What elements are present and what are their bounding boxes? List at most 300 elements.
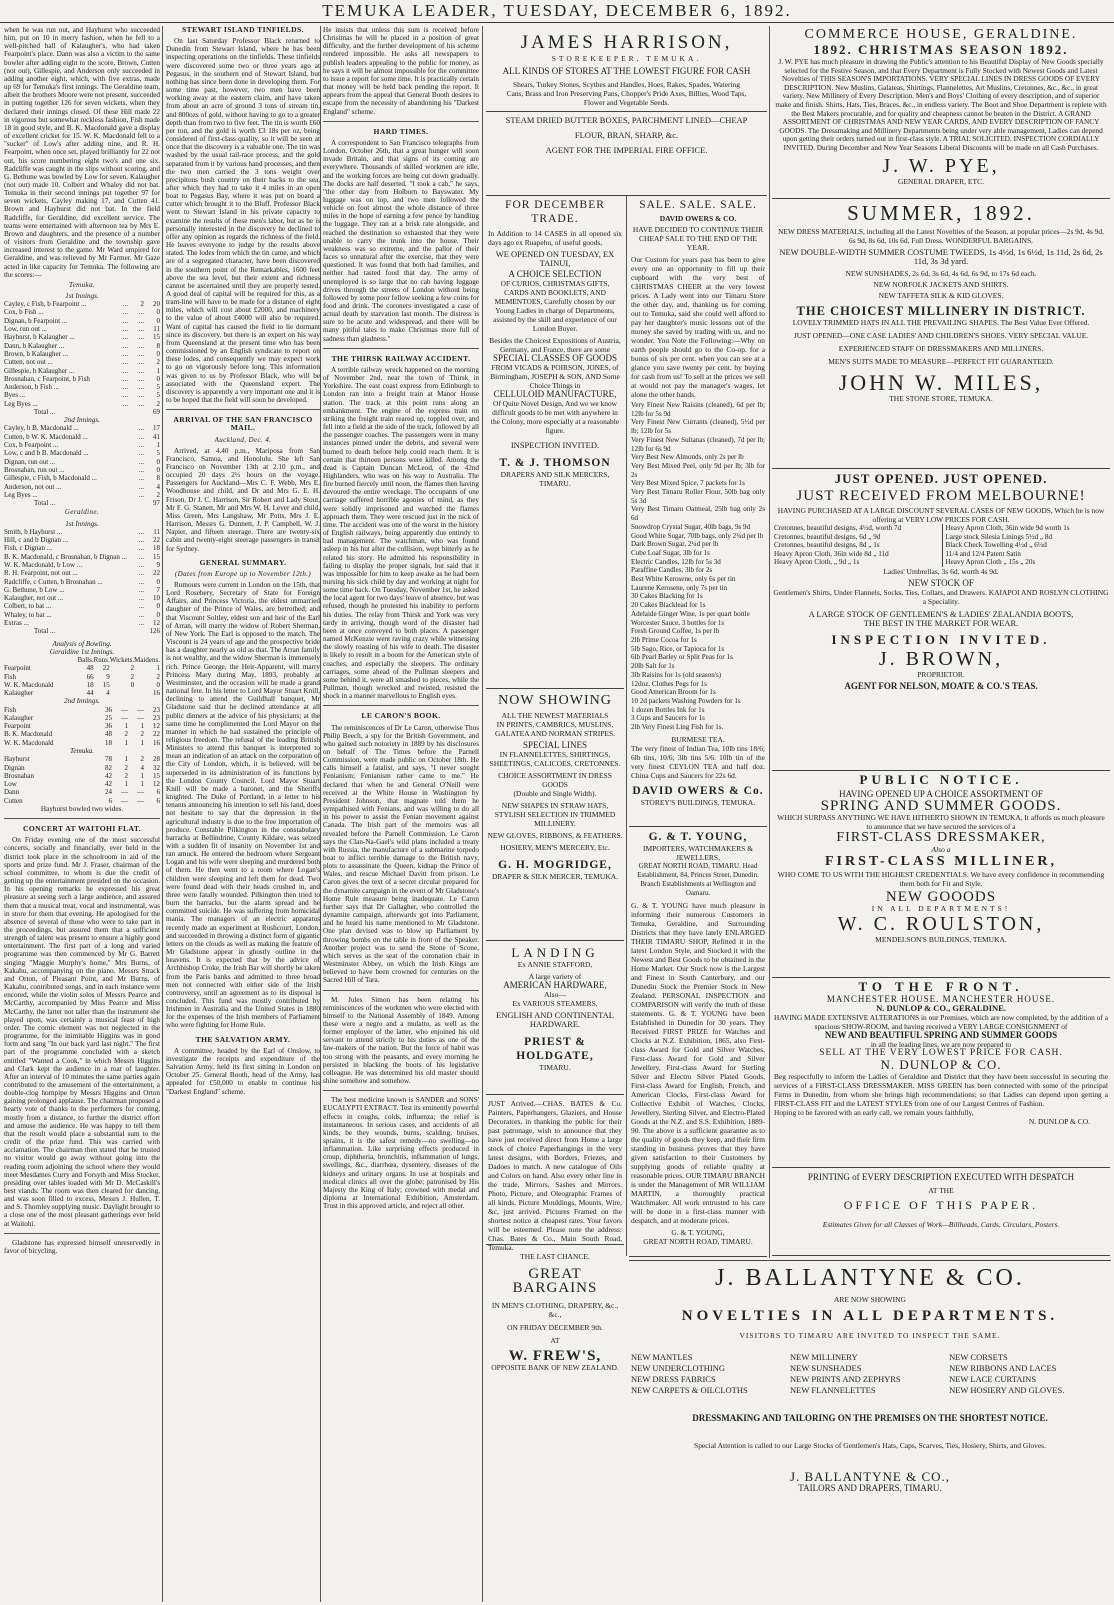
- now-showing-l1: ALL THE NEWEST MATERIALS: [501, 711, 609, 720]
- bowling-row: [4, 681, 160, 689]
- table-cell: Gillespie, c Fish, b Macdonald ...: [4, 474, 97, 483]
- summer-p3: NEW SUNSHADES, 2s 6d, 3s 6d, 4s 6d, 6s 9d, to 17s 6d each.: [845, 269, 1037, 278]
- table-cell: 15: [153, 552, 160, 561]
- divider: [166, 409, 320, 410]
- brown-p3: Gentlemen's Shirts, Under Flannels, Socks, Ties, Collars, and Drawers. KAIAPOI AND ROSLYN CLOTHING a Speciality.: [773, 587, 1109, 606]
- score-row: [4, 544, 160, 552]
- table-cell: 1: [124, 755, 128, 764]
- score-row: [4, 619, 160, 627]
- sale-item: Very Best Mixed Spice, 7 packets for 1s: [631, 479, 745, 488]
- table-cell: 36: [105, 722, 112, 731]
- sale-item: 30 Cakes Blacking for 1s: [631, 592, 703, 601]
- table-cell: 41: [153, 432, 160, 441]
- table-cell: 28: [153, 755, 160, 764]
- score-row: [4, 569, 160, 577]
- december-h3: A CHOICE SELECTION: [508, 269, 602, 279]
- table-cell: 18: [105, 738, 112, 747]
- table-cell: 2: [140, 730, 144, 739]
- summer-p8: EXPERIENCED STAFF OF DRESSMAKERS AND MILLINERS.: [838, 344, 1044, 353]
- owers-name: DAVID OWERS & Co.: [632, 784, 764, 797]
- table-cell: Runs.: [93, 655, 110, 664]
- first-innings-heading: 1st Innings.: [65, 292, 99, 300]
- sale-item: Very Best Mixed Peel, only 9d per lb; 3lb for 2s: [631, 461, 765, 479]
- front-p3: Beg respectfully to inform the Ladies of Geraldine and District that they have been successful in securing the services of a FIRST-CLASS DRESSMAKER. MISS GREEN has been connected with some of the principal Firms in Dunedin, from whom she brings high recommendations; so that Ladies can depend upon getting a FIRST-CLASS FIT and the LATEST STYLES from one of our Largest Centres of Fashion.: [774, 1072, 1108, 1108]
- score-row: [4, 449, 160, 457]
- table-cell: 4: [106, 689, 110, 698]
- total-label: Total ...: [34, 408, 56, 417]
- score-row: [4, 433, 160, 441]
- landing-l5: Ex VARIOUS STEAMERS,: [512, 999, 598, 1008]
- front-h2: NEW AND BEAUTIFUL SPRING AND SUMMER GOODS: [824, 1030, 1058, 1040]
- harrison-line3: FLOUR, BRAN, SHARP, &c.: [574, 130, 679, 140]
- table-cell: 6: [108, 796, 112, 805]
- table-cell: ...: [122, 391, 128, 400]
- december-p2: OF CURIOS, CHRISTMAS GIFTS, CARDS AND BOOKLETS, AND MEMENTOES, Carefully chosen by our Young Ladies in charge of Departments, assisted by the skill and experience of our London Buyer.: [493, 279, 617, 333]
- table-cell: 48: [105, 730, 112, 739]
- pye-name: J. W. PYE,: [882, 154, 1000, 177]
- table-cell: 7: [156, 585, 160, 594]
- table-cell: Hill, c and b Dignan ...: [4, 536, 68, 545]
- divider: [323, 990, 479, 991]
- table-cell: 8: [156, 474, 160, 483]
- now-showing-l3: SPECIAL LINES: [523, 740, 587, 750]
- public-h1: SPRING AND SUMMER GOODS.: [820, 798, 1062, 814]
- table-cell: Kalaugher: [4, 713, 34, 722]
- mail-text: Arrived, at 4.40 p.m., Mariposa from San Francisco, Samoa, and Honolulu. She left San Francisco on November 13th at 2.10 p.m., and occupied 20 days 2½ hours on the voyage. Passengers for Auckland—Mrs C. F. Webb, Mrs E. Woodhouse and child, and Dr and Mrs G. E. H. Frison, Dr J. C. Harrison, Sir Robert and Lady Stout, Mr F. G. Stanett, Mr and Mrs W. H. Lever and child, Miss Green, Mrs Langshaw, Mr Potts, Mrs J. E. Harrison, Messrs G. Dunnett, J. P. Campbell, W. J. Napier, and fifteen steerage. There are twenty-six cabin and twenty-eight steerage passengers in transit for Sydney.: [166, 446, 320, 553]
- young-sub2: GREAT NORTH ROAD, TIMARU. Head Establishment, 84, Princes Street, Dunedin. Branch Establishments at Wellington and Oamaru.: [637, 862, 759, 897]
- table-cell: 11: [153, 527, 160, 536]
- ballantyne-l1: ARE NOW SHOWING: [834, 1295, 906, 1304]
- table-cell: Extras ...: [4, 619, 29, 628]
- table-cell: ...: [138, 325, 144, 334]
- table-cell: Gillespie, b Kalaugher ...: [4, 366, 75, 375]
- ad-dunlop: [772, 979, 1110, 1168]
- cricket-report-text: when he was run out, and Hayhurst who succeeded him, put on 10 in merry fashion, when he fell to a well-pitched ball of Kalaugher's, who had taken Fearpoint's place. Dann was also a victim to the same bowler after adding eight to the score, Brown, Cutten (not out), Gillespie, and Anderson only succeeded in adding another eight, which, with five extras, made up 69 for Temuka's first innings. The Geraldine team, albeit the brothers Moore were not present, succeeded in putting together 126 for seven wickets, when they declared their innings closed. Of these Hill made 22 in vigorous but somewhat reckless fashion, Fish made 18 in good style, and B. K. Macdonald gave a display of excellent cricket for 15. W. K. Macdonald fell to a "sucker" of Low's after adding nine, and R. H. Fearpoint, when once set, played brilliantly for 22 not out, his score numbering eight two's and one six. Radcliffe was caught in the slips without scoring, and G. Bethune was bowled by Low for seven. Kalaugher (not out) made 10. Colbert and Whaley did not bat. Temuka in their second innings put together 97 for seven wickets, Cayley making 17, and Cutten 41. Brown and Hayhurst did not bat. In the field Radcliffe, for Geraldine, did excellent service. The teams were entertained with afternoon tea by Mrs E. Brown and daughters, and the presence of a number of visitors from Geraldine and the township gave increased interest to the game. Mr Ward umpired for Geraldine, and was relieved by Mr Farmer. Mr Gaze acted in like capacity for Temuka. The following are the scores:—: [4, 26, 160, 279]
- score-row: [4, 317, 160, 325]
- summer-p2: NEW DOUBLE-WIDTH SUMMER COSTUME TWEEDS, 1s 4½d, 1s 6½d, 1s 11d, 2s 6d, 2s 11d, 3s 3d yard.: [779, 247, 1103, 266]
- thirsk-text: A terrible railway wreck happened on the morning of November 2nd, near the town of Thirsk in Yorkshire. The east coast express from Edinburgh to London ran into a freight train at Manor House station. The track at this point runs along an embankment. The engine of the express train on striking the freight train reared up, toppled over, and fell into a field at the side of the track, followed by all the passenger coaches. The passengers were in many instances pinned under the debris, and several were burned to death before help could reach them. It is certain that thirteen persons were killed. Among the dead is Captain Duncan McLeod, of the 42nd Highlanders, who was on his way to Australia. The fire burned fiercely until noon, the flames then having devoured the entire wreckage. The occupants of one carriage suffered horrible agonies of mind, as they were solidly imprisoned and watched the flames approach them. They were rescued just in the nick of time. The accident was one of the worst in the history of English railways, being apparently due entirely to bad management. The watchman, who was found asleep in his hut after the collision, wept bitterly as he related his story. He admitted his responsibility in failing to display the proper signals, but said that it was impossible for him to keep awake as he had been nursing his sick child by day and working at night for some time back. On Tuesday, November 1st, he asked the local agent for two days' leave of absence, but was refused, though he protested his inability to perform his duties. The relay from Thirsk and York was very tardy in arriving, though word of the disaster had been at once conveyed to both places. A passenger named McKenzie went raving crazy while witnessing the slowly roasting of his wife to death. The disaster is likely to result in a boom for the American style of coaches, and especially the sleepers. The ordinary carriages, some ahead of the Pullman sleepers and some behind it, were all smashed to pieces, while the Pullman, though wrecked and twisted, resisted the shock in a manner marvellous to English eyes.: [323, 365, 479, 701]
- ballantyne-col-3: [947, 1352, 1111, 1396]
- column-rule: [320, 26, 321, 1602]
- landing-l2: A large variety of: [528, 972, 582, 981]
- table-cell: 1: [156, 366, 160, 375]
- public-p4: WHO COME TO US WITH THE HIGHEST CREDENTIALS. We have every confidence in recommending them both for Fit and Style.: [777, 870, 1105, 888]
- divider: [323, 705, 479, 706]
- table-cell: 42: [105, 771, 112, 780]
- ad-printing: [772, 1169, 1110, 1256]
- table-cell: —: [137, 796, 144, 805]
- table-cell: Balls.: [77, 655, 94, 664]
- december-h6: INSPECTION INVITED.: [510, 440, 600, 450]
- ballantyne-col-1: [629, 1352, 788, 1396]
- total-value: 126: [149, 627, 160, 636]
- table-cell: W. K. Macdonald, b Low ...: [4, 560, 83, 569]
- printing-p4: Estimates Given for all Classes of Work—Billheads, Cards, Circulars, Posters.: [822, 1220, 1060, 1229]
- table-cell: ...: [122, 399, 128, 408]
- column-news-2: [323, 26, 479, 1602]
- total-value: 69: [153, 408, 160, 417]
- table-cell: 9: [156, 560, 160, 569]
- bowling-row: [4, 788, 160, 796]
- summer-p4: NEW NORFOLK JACKETS AND SHIRTS.: [873, 280, 1009, 289]
- ad-december-trade: [486, 198, 624, 689]
- frew-t5: AT: [550, 1336, 560, 1345]
- salvation-heading: THE SALVATION ARMY.: [195, 1034, 291, 1044]
- sale-item: Very Finest New Sultanas (cleaned), 7d per lb; 12lb for 6s 9d: [631, 435, 765, 453]
- summer-p7: JUST OPENED—ONE CASE LADIES' AND CHILDREN'S SHOES. VERY SPECIAL VALUE.: [793, 331, 1089, 340]
- sale-item: Good White Sugar, 70lb bags, only 2¾d per lb: [631, 531, 764, 540]
- column-cricket: [4, 26, 160, 1602]
- bowling-row: [4, 730, 160, 738]
- table-cell: ...: [138, 316, 144, 325]
- table-cell: ...: [122, 349, 128, 358]
- now-showing-l5: CHOICE ASSORTMENT IN DRESS GOODS: [498, 771, 612, 789]
- table-cell: Fearpoint: [4, 664, 31, 673]
- table-cell: ...: [138, 569, 144, 578]
- front-p2: in all the leading lines, we are now prepared to: [870, 1040, 1012, 1049]
- sale-item: Very Finest New Currants (cleaned), 5½d per lb; 12lb for 5s: [631, 418, 765, 436]
- table-cell: Maidens.: [134, 655, 160, 664]
- thomson-name: T. & J. THOMSON: [499, 457, 611, 469]
- table-cell: 15: [153, 771, 160, 780]
- table-cell: ...: [138, 391, 144, 400]
- table-cell: 78: [105, 755, 112, 764]
- table-cell: ...: [138, 349, 144, 358]
- sale-item: 1 dozen Bottles Ink for 1s: [631, 705, 705, 714]
- table-cell: 32: [153, 763, 160, 772]
- price-cell: Cretonnes, beautiful designs, 6d „ 9d: [772, 533, 943, 542]
- front-sign: N. DUNLOP & CO.: [1028, 1117, 1090, 1126]
- score-row: [4, 424, 160, 432]
- harrison-text: Shears, Turkey Stones, Scythes and Handles, Hoes, Rakes, Spades, Watering Cans, Brass and Iron Preserving Pans, Chopper's Pride Axes, Billies, Wood Taps, Flower and Vegetable Seeds.: [506, 80, 747, 107]
- harrison-line: ALL KINDS OF STORES AT THE LOWEST FIGURE FOR CASH: [502, 66, 751, 76]
- table-cell: 1: [140, 771, 144, 780]
- scorecard-temuka-1: [4, 300, 160, 408]
- table-cell: ...: [122, 333, 128, 342]
- hard-times-text: A correspondent to San Francisco telegraphs from London, October 26th, that a great hunger will soon invade Britain, and that signs of its coming are everywhere. Thousands of skilled workmen are idle, and the working forces are being cut down gradually. The docks are half deserted. "I took a cab," he says, "the other day from Holborn to Bayswater. My luggage was on top, and two men followed the vehicle on foot almost the whole distance of three miles in the hope of earning a few pence by handling the luggage. They ran at a brisk rate alongside, and reached the destination so exhausted that they were unable to carry the trunk into the house. Their weakness was so extreme, and the pallor of their faces so unnatural after the exercise, that they were questioned. It was found that both had families, and neither had tasted food that day. The army of unemployed is so large that no cab having luggage drives through the streets of London without being followed by some poor fellow seeking a few coins for food and drink. The coroners investigated a case of actual death by starvation last month. The distress is sure to be acute and widespread, and there will be many pitiful tales to make Christmas more full of sadness than gladness.": [323, 138, 479, 343]
- second-innings-heading: 2nd Innings.: [64, 416, 100, 425]
- table-cell: Dignan, b Fearpoint ...: [4, 316, 68, 325]
- table-cell: ...: [122, 366, 128, 375]
- table-cell: 1: [140, 722, 144, 731]
- table-cell: ...: [138, 441, 144, 450]
- now-showing-l8: STYLISH SELECTION IN TRIMMED MILLINERY.: [494, 810, 616, 828]
- sale-h2: BURMESE TEA.: [671, 734, 725, 744]
- december-h5: CELLULOID MANUFACTURE,: [493, 389, 617, 399]
- table-cell: Low, run out ...: [4, 325, 47, 334]
- public-p2: WHICH SURPASS ANYTHING WE HAVE HITHERTO SHOWN IN TEMUKA, It affords us much pleasure to announce that we have secured the services of a: [777, 813, 1105, 831]
- front-name: N. DUNLOP & CO., GERALDINE.: [876, 1003, 1006, 1013]
- table-cell: ...: [138, 333, 144, 342]
- commerce-text: J. W. PYE has much pleasure in drawing the Public's attention to his Beautiful Display of New Goods specially selected for the Festive Season, and that Every Department is Fully Stocked with Newest Goods and Latest Novelties of THIS SEASON'S IMPORTATIONS. VERY SPECIAL LINES IN DRESS GOODS OF EVERY DESCRIPTION. New Muslins, Galateas, Shirtings, Flannelettes, Art Muslins, Cretonnes, &c., &c., in great variety. New Millinery of Every Description. Men's and Boys' Clothing of every description, and of superior make and finish. Shirts, Hats, Ties, Braces, &c., in endless variety. The Boot and Shoe Department is replete with the Best Makers procurable, and for quality and cheapness cannot be beaten in the District. A GRAND ASSORTMENT OF CHRISTMAS AND NEW YEAR CARDS, AND EVERY DESCRIPTION OF FANCY GOODS. The Dressmaking and Millinery Departments being under very able management, Ladies can depend upon getting their orders turned out in first-class style. A TRIAL SOLICITED. INSPECTION CORDIALLY INVITED. During December and New Year Seasons Liberal Discounts will be made on all Cash Purchases.: [775, 57, 1107, 152]
- table-cell: 22: [153, 536, 160, 545]
- sale-item: Laurene Kerosene, only 7s per tin: [631, 583, 728, 592]
- table-cell: —: [121, 705, 128, 714]
- now-showing-title: NOW SHOWING: [498, 693, 612, 708]
- team-geraldine-heading: Geraldine.: [64, 508, 100, 517]
- table-cell: 2: [156, 358, 160, 367]
- table-cell: Fish: [4, 672, 17, 681]
- price-cell: Heavy Apron Cloth, 36in wide 8d „ 11d: [772, 550, 943, 559]
- bowling-note: Hayhurst bowled two wides.: [40, 804, 124, 813]
- brown-name: J. BROWN,: [878, 647, 1004, 670]
- ad-david-owers: [629, 198, 767, 827]
- printing-p2: AT THE: [928, 1186, 954, 1195]
- sale-item: Very Finest New Raisins (cleaned), 6d per lb; 12lb for 5s 9d: [631, 401, 765, 418]
- table-cell: Hayhurst: [4, 755, 30, 764]
- sale-item: 10 2d packets Washing Powders for 1s: [631, 696, 741, 705]
- price-cell: Large stock Silesia Linings 5½d „ 8d: [945, 532, 1053, 541]
- table-cell: 2: [130, 664, 135, 673]
- divider: [323, 348, 479, 349]
- jules-simon-text: M. Jules Simon has been relating his reminiscences of the workmen who were elected with himself to the National Assembly of 1849. Among these were a negro and a mulatto, as well as the former employer of the latter, who enjoined his old servant to attend strictly to his duties as one of the law-makers of the nation. But the force of habit was too strong with the peasants, and every morning he persisted in blacking the boots of his legislative colleague. He was determined his old master should shine somehow and somehow.: [323, 995, 479, 1086]
- december-title: FOR DECEMBER TRADE.: [505, 199, 605, 225]
- table-cell: 16: [153, 738, 160, 747]
- sale-title: SALE. SALE. SALE.: [639, 199, 757, 211]
- table-cell: 2: [130, 672, 135, 681]
- sale-item: 20 Cakes Blacklead for 1s: [631, 601, 706, 610]
- table-cell: ...: [138, 474, 144, 483]
- table-cell: Smith, b Hayhurst ...: [4, 527, 63, 536]
- score-row: [4, 325, 160, 333]
- ballantyne-item: NEW SUNSHADES: [790, 1363, 862, 1373]
- table-cell: 2: [140, 300, 144, 309]
- table-cell: Anderson, not out ...: [4, 482, 62, 491]
- column-rule: [162, 26, 163, 1602]
- ballantyne-name: J. BALLANTYNE & CO.: [715, 1265, 1025, 1291]
- table-cell: ...: [138, 490, 144, 499]
- miles-name: JOHN W. MILES,: [838, 370, 1044, 395]
- ad-gt-young: [629, 828, 767, 1257]
- score-row: [4, 578, 160, 586]
- salvation-text: A committee, headed by the Earl of Onslow, to investigate the receipts and expenditure of the Salvation Army, held its first sitting in London on October 25. General Booth, head of the Army, has appealed for £50,000 to enable to continue his "Darkest England" scheme.: [166, 1046, 320, 1096]
- divider: [323, 1090, 479, 1091]
- table-cell: 18: [86, 680, 94, 689]
- table-cell: 5: [156, 449, 160, 458]
- price-cell: Heavy Apron Cloth, 36in wide 9d worth 1s: [945, 524, 1070, 532]
- bowling-analysis-heading: Analysis of Bowling.: [52, 639, 112, 648]
- ballantyne-l2: NOVELTIES IN ALL DEPARTMENTS.: [681, 1308, 1059, 1324]
- table-cell: Dann, b Kalaugher ...: [4, 341, 65, 350]
- table-cell: 0: [156, 610, 160, 619]
- bowling-row: [4, 664, 160, 672]
- table-cell: 12: [153, 780, 160, 789]
- table-cell: ...: [138, 619, 144, 628]
- table-cell: 18: [153, 544, 160, 553]
- table-cell: Brosnahan, c Fearpoint, b Fish: [4, 374, 90, 383]
- table-cell: G. Bethune, b Low ...: [4, 585, 65, 594]
- score-row: [4, 358, 160, 366]
- table-cell: 4: [156, 482, 160, 491]
- public-h4: NEW GOOODS: [885, 889, 997, 905]
- price-cell: Heavy Apron Cloth „ 15s „ 20s: [945, 558, 1036, 567]
- brown-sub: PROPRIETOR.: [917, 669, 965, 679]
- december-h4: SPECIAL CLASSES OF GOODS: [493, 353, 617, 363]
- owers-sub: STOREY'S BUILDINGS, TEMUKA.: [640, 797, 756, 807]
- table-cell: ...: [138, 358, 144, 367]
- december-p3: Besides the Choicest Expositions of Austria, Germany, and France, there are some: [489, 336, 621, 354]
- price-cell: 11/4 and 12/4 Patent Satin: [945, 549, 1022, 558]
- table-cell: 2: [124, 771, 128, 780]
- table-cell: 22: [153, 569, 160, 578]
- price-row: [772, 550, 1110, 559]
- priest-name: PRIEST & HOLDGATE,: [516, 1036, 594, 1062]
- table-cell: ...: [122, 325, 128, 334]
- table-cell: ...: [138, 585, 144, 594]
- ad-j-brown: [772, 470, 1110, 771]
- total-label: Total ...: [34, 499, 56, 508]
- pye-sub: GENERAL DRAPER, ETC.: [898, 176, 984, 186]
- price-cell: Heavy Apron Cloth, „ 9d „ 1s: [772, 558, 943, 567]
- harrison-line2: STEAM DRIED BUTTER BOXES, PARCHMENT LINED—CHEAP: [505, 115, 748, 125]
- masthead: TEMUKA LEADER, TUESDAY, DECEMBER 6, 1892.: [0, 0, 1114, 23]
- sale-item: 3 Cups and Saucers for 1s: [631, 714, 705, 723]
- table-cell: Byes ...: [4, 391, 25, 400]
- table-cell: ...: [138, 552, 144, 561]
- table-cell: 22: [102, 664, 110, 673]
- ballantyne-l5: Special Attention is called to our Large Stocks of Gentlemen's Hats, Caps, Scarves, Ties, Hosiery, Shirts, and Gloves.: [694, 1441, 1046, 1450]
- now-showing-l10: HOSIERY, MEN'S MERCERY, Etc.: [500, 843, 610, 852]
- table-cell: ...: [138, 610, 144, 619]
- column-rule: [482, 26, 483, 1602]
- front-h1: MANCHESTER HOUSE. MANCHESTER HOUSE.: [826, 994, 1056, 1004]
- table-cell: ...: [138, 465, 144, 474]
- table-cell: B. K. Macdonald: [4, 730, 53, 739]
- price-cell: Cretonnes, beautiful designs, 4½d, worth 7d: [772, 524, 943, 533]
- table-cell: ...: [138, 399, 144, 408]
- table-cell: ...: [138, 594, 144, 603]
- table-cell: 2: [156, 399, 160, 408]
- table-cell: 6: [156, 788, 160, 797]
- sale-item: 12doz. Clothes Pegs for 1s: [631, 679, 707, 688]
- table-cell: Cayley, b B. Macdonald ...: [4, 424, 79, 433]
- table-cell: ...: [122, 383, 128, 392]
- ad-roulston: [772, 772, 1110, 978]
- tinfields-text: On last Saturday Professor Black returned to Dunedin from Stewart Island, where he has been inspecting operations on the tinfields. These tinfields were discovered some two or three years ago at Pegasus, in the southern end of Stewart Island, but nothing has since been done in developing them. For some time past, however, two men have been working away at the eastern claim, and have taken from about an acre of ground 3 tons of stream tin, and 800ozs of gold, without having to go to a greater depth than from two to five feet. The tin is worth £60 per ton, and the gold is worth £3 18s per oz, being considered of first-class quality, so it will be seen at once that the discovery is a valuable one. The tin was washed by the usual tail-race process, and the gold separated from it by various hand processes, and then the two men carried the 3 tons weight over precipitous bush country on their backs to the sea, after which they had to take it 4 miles in an open boat to Pegasus Bay, where it was put on board a cutter which brought it to the Bluff. Professor Black went to Stewart Island in his private capacity to examine the results of these men's labor, but as he is personally interested in the discovery he declined to offer any opinion as regards the richness of the field. He leaves everyone to judge by the results above stated. The lodes from which the tin came, and which are of a segregated character, have been discovered in the southern point of the Remarkables, 1600 feet above the sea level, but their extent and richness cannot be ascertained until they are properly tested. A good deal of capital will be required for this, as a tram-line will have to be made for a distance of eight miles, which will cost about £2000, and machinery to the value of about £4000 will also be required. Want of capital has caused the field to lie dormant since its discovery, but there is an expert on his way from Queensland at the present time who has been commissioned by an English syndicate to report on these lodes, and consequently we may expect work to go on vigorously before long. This information was given to us by Professor Black, who will be associated with the Queensland expert. The discovery is apparently a very important one and it is to be hoped that the field will soon be developed.: [166, 37, 320, 405]
- bicycling-note: Gladstone has expressed himself unreservedly in favor of bicycling.: [4, 1238, 160, 1255]
- score-row: [4, 474, 160, 482]
- table-cell: ...: [138, 308, 144, 317]
- young-name: G. & T. YOUNG,: [648, 831, 748, 843]
- printing-p3: OFFICE OF THIS PAPER.: [843, 1198, 1039, 1212]
- table-cell: Fish: [4, 705, 17, 714]
- mogridge-name: G. H. MOGRIDGE,: [498, 859, 612, 871]
- score-row: [4, 528, 160, 536]
- scorecard-geraldine: [4, 528, 160, 628]
- table-cell: 24: [105, 788, 112, 797]
- table-cell: ...: [122, 316, 128, 325]
- sale-item: Paraffine Candles, 3lb for 2s: [631, 566, 713, 575]
- ad-priest-holdgate: [486, 942, 624, 1095]
- table-cell: 6: [156, 796, 160, 805]
- table-cell: Kalaugher, not out ...: [4, 594, 64, 603]
- scorecard-temuka-2-total: [4, 499, 160, 507]
- sale-item: Very Best New Almonds, only 2s per lb: [631, 453, 744, 462]
- price-row: [772, 541, 1110, 550]
- december-p1: In Addition to 14 CASES in all opened six days ago ex Ruapehu, of useful goods,: [488, 229, 622, 247]
- frew-t3: IN MEN'S CLOTHING, DRAPERY, &c., &c.,: [491, 1301, 619, 1319]
- score-row: [4, 308, 160, 316]
- table-cell: Cutten: [4, 796, 23, 805]
- tinfields-heading: STEWART ISLAND TINFIELDS.: [182, 25, 304, 34]
- brown-h2: NEW STOCK OF: [908, 577, 974, 588]
- table-cell: 2: [124, 730, 128, 739]
- score-row: [4, 391, 160, 399]
- table-cell: ...: [122, 300, 128, 309]
- now-showing-l9: NEW GLOVES, RIBBONS, & FEATHERS.: [487, 831, 623, 840]
- summary-heading: GENERAL SUMMARY.: [199, 557, 287, 567]
- score-row: [4, 594, 160, 602]
- score-row: [4, 483, 160, 491]
- brown-agent: AGENT FOR NELSON, MOATE & CO.'S TEAS.: [844, 680, 1038, 691]
- sale-p2: The very finest of Indian Tea, 10lb tins 18/6; 6lb tins, 10/6; 3lb tins 5/6. 10lb tin of the very finest CEYLON TEA and half doz. China Cups and Saucers for 22s 6d.: [631, 743, 765, 780]
- thomson-sub: DRAPERS AND SILK MERCERS, TIMARU.: [500, 470, 610, 488]
- bowling-row: [4, 780, 160, 788]
- table-cell: 0: [156, 457, 160, 466]
- mail-dateline: Auckland, Dec. 4.: [214, 435, 272, 444]
- table-cell: 1: [124, 738, 128, 747]
- score-row: [4, 400, 160, 408]
- public-p5: IN ALL DEPARTMENTS!: [871, 904, 1011, 913]
- ad-mogridge: [486, 690, 624, 941]
- front-p4: Hoping to be favored with an early call, we remain yours faithfully,: [774, 1108, 974, 1117]
- table-cell: 2: [156, 490, 160, 499]
- table-cell: 0: [156, 316, 160, 325]
- roulston-name: W. C. ROULSTON,: [837, 913, 1045, 935]
- table-cell: ...: [138, 449, 144, 458]
- summer-p6: LOVELY TRIMMED HATS IN ALL THE PREVAILING SHAPES. The Best Value Ever Offered.: [792, 318, 1090, 327]
- column-rule: [626, 196, 627, 1256]
- divider: [323, 121, 479, 122]
- table-cell: 82: [105, 763, 112, 772]
- ballantyne-item: NEW MILLINERY: [790, 1352, 858, 1362]
- brown-p4: A LARGE STOCK OF GENTLEMEN'S & LADIES' ZEALANDIA BOOTS,: [808, 608, 1074, 619]
- ballantyne-sub2: TAILORS AND DRAPERS, TIMARU.: [798, 1483, 942, 1493]
- table-cell: Cox, b Fish ...: [4, 308, 44, 317]
- public-p1: HAVING OPENED UP A CHOICE ASSORTMENT OF: [839, 789, 1043, 799]
- total-label: Total ...: [34, 627, 56, 636]
- brown-p5: THE BEST IN THE MARKET FOR WEAR.: [863, 617, 1019, 628]
- frew-t2: GREAT BARGAINS: [512, 1266, 598, 1296]
- december-p5: Of Quite Novel Design, And we we know difficult goods to be met with anywhere in the Colony, more especially at a reasonable figure.: [490, 399, 620, 435]
- table-cell: —: [121, 713, 128, 722]
- table-cell: 5: [156, 383, 160, 392]
- score-row: [4, 383, 160, 391]
- frew-t1: THE LAST CHANCE.: [520, 1252, 590, 1261]
- score-row: [4, 441, 160, 449]
- table-cell: Cox, b Fearpoint ...: [4, 441, 59, 450]
- bowling-row: [4, 755, 160, 763]
- price-row: [772, 533, 1110, 542]
- bowling-row: [4, 689, 160, 697]
- score-row: [4, 466, 160, 474]
- summary-text: Rumours were current in London on the 15th, that Lord Rosebery, Secretary of State for Foreign Affairs, and Princess Victoria, the eldest unmarried daughter of the Prince of Wales, are betrothed; and that Viscount Soltley, eldest son and heir of the Earl of Arran, will marry the widow of Robert Sherman, of New York. The Earl is opposed to the match. The Viscount is 24 years of age and the prospective bride has a daughter nearly as old as that. The Arran family is not wealthy, and the widow Sherman is immensely rich. Prince George, the Heir-Apparent, will marry Princess Mary during May, 1893, probably at Westminster, and the occasion will be made a grand national fete. In his letter to Lord Mayor Stuart Knill, declining to attend the Guildhall banquet, Mr Gladstone said that he declined attendance at all public dinners at the advice of his physicians; at the same time he complimented the Lord Mayor on the manner in which he had sustained the principle of religious freedom. The refusal of the leading British Ministers to attend this banquet is interpreted to mean an indication of an attack on the corporation of the City of London, which, it is believed, will be superseded in its administration of its functions by the London County Council. Lord Mayor Stuart Knill will be made a baronet, and the Sheriffs knighted. The Duke of Portland, in a letter to his tenants announcing his intention to sell his land, does not hesitate to say that the depression in the agricultural industry is due to the free importation of produce. Constable Pilkington in the constabulary barracks at Bellindrine, County Kildare, was seized with a sudden fit of insanity on November 1st and ran amuck. He entered the bedroom where Sergeant Logan and his wife were sleeping and murdered both of them. He then went to a room where Logan's children were sleeping and left them for dead. Two were found dead with their heads crushed in, and three were fatally wounded. Pilkington then tried to burn the barracks, but the alarm spread and he committed suicide. He was suffering from homicidal mania. The managers of an electric apparatus recently made an experiment at Rushcourt, London, and succeeded in throwing a distinct form of gigantic letters on the clouds as well as making the feature of Mr Gladstone appear in ghostly outline in the heavens. It is expected that by the advice of Archbishop Croke, the Irish Bar will shortly be taken from the Paris banks and admitted to three broad men not connected with either side of the Irish controversy, until an agreement as to its disposal is concluded. This fund was mostly contributed by Irishmen in Australia and the United States in 1880 for the expenses of the Irish members of Parliament who were fighting for Home Rule.: [166, 581, 320, 1030]
- score-row: [4, 602, 160, 610]
- printing-p1: PRINTING of EVERY DESCRIPTION EXECUTED WITH DESPATCH: [807, 1172, 1075, 1182]
- front-name2: N. DUNLOP & CO.: [880, 1057, 1002, 1072]
- ballantyne-list: [629, 1352, 1111, 1396]
- brown-price-table: [772, 524, 1110, 567]
- table-cell: 12: [153, 619, 160, 628]
- score-row: [4, 536, 160, 544]
- table-cell: ...: [138, 602, 144, 611]
- scorecard-temuka-2: [4, 424, 160, 499]
- harrison-line4: AGENT FOR THE IMPERIAL FIRE OFFICE.: [545, 145, 708, 155]
- total-value: 97: [153, 499, 160, 508]
- table-cell: Wickets.: [109, 655, 135, 664]
- brown-t2: JUST RECEIVED FROM MELBOURNE!: [796, 488, 1086, 504]
- table-cell: 25: [105, 713, 112, 722]
